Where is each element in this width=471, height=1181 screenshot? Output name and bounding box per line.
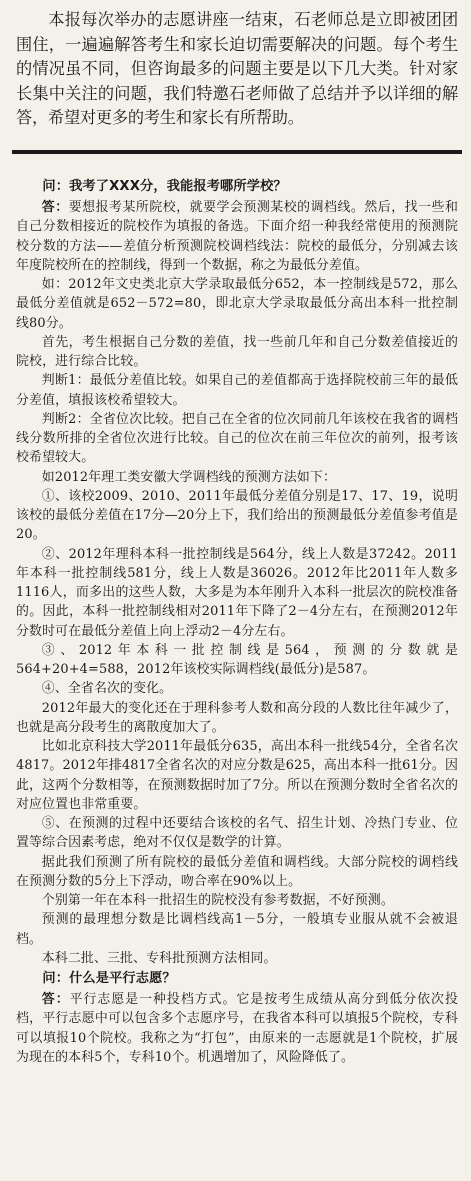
question-2: 问：什么是平行志愿？ — [42, 971, 176, 986]
paragraph: 如：2012年文史类北京大学录取最低分652，本一控制线是572，那么最低分差值就是652－572=80，即北京大学录取最低分高出本科一批控制线80分。 — [16, 277, 458, 331]
paragraph: 据此我们预测了所有院校的最低分差值和调档线。大部分院校的调档线在预测分数的5分上下浮动，吻合率在90%以上。 — [16, 854, 458, 889]
paragraph: 个别第一年在本科一批招生的院校没有参考数据，不好预测。 — [41, 893, 394, 908]
paragraph: 判断2：全省位次比较。把自己在全省的位次同前几年该校在我省的调档线分数所排的全省位次进行比较。自己的位次在前三年位次的前列，报考该校希望较大。 — [16, 411, 458, 466]
paragraph: 2012年最大的变化还在于理科参考人数和高分段的人数比往年减少了，也就是高分段考生的离散度加大了。 — [16, 700, 458, 735]
paragraph: 比如北京科技大学2011年最低分635，高出本科一批线54分，全省名次4817。2012年排4817全省名次的对应分数是625，高出本科一批61分。因此，这两个分数相等，在预测数据时加了7分。所以在预测分数时全省名次的对应位置也非常重要。 — [16, 739, 458, 812]
paragraph: ④、全省名次的变化。 — [41, 681, 173, 697]
intro-paragraph: 本报每次举办的志愿讲座一结束，石老师总是立即被团团围住，一遍遍解答考生和家长迫切需要解决的问题。每个考生的情况虽不同，但咨询最多的问题主要是以下几大类。针对家长集中关注的问题，我们特邀石老师做了总结并予以详细的解答，希望对更多的考生和家长有所帮助。 — [16, 10, 458, 128]
question-1: 问：我考了XXX分，我能报考哪所学校？ — [42, 179, 287, 194]
answer-2-text: 平行志愿是一种投档方式。它是按考生成绩从高分到低分依次投档，平行志愿中可以包含多个志愿序号，在我省本科可以填报5个院校，专科可以填报10个院校。我称之为“打包”，由原来的一志愿就是1个院校，扩展为现在的本科5个，专科10个。机遇增加了，风险降低了。 — [16, 992, 458, 1065]
paragraph: ⑤、在预测的过程中还要结合该校的名气、招生计划、冷热门专业、位置等综合因素考虑，绝对不仅仅是数学的计算。 — [16, 816, 458, 851]
answer-1 — [16, 198, 458, 275]
section-divider — [12, 150, 462, 154]
paragraph: ①、该校2009、2010、2011年最低分差值分别是17、17、19，说明该校的最低分差值在17分—20分上下，我们给出的预测最低分差值参考值是20。 — [16, 488, 458, 543]
paragraph: 预测的最理想分数是比调档线高1－5分，一般填专业服从就不会被退档。 — [16, 912, 458, 947]
paragraph: 判断1：最低分差值比较。如果自己的差值都高于选择院校前三年的最低分差值，填报该校希望较大。 — [16, 373, 458, 408]
qa-article — [16, 176, 458, 1172]
answer-2 — [16, 990, 458, 1067]
answer-1-text: 要想报考某所院校，就要学会预测某校的调档线。然后，找一些和自己分数相接近的院校作为填报的备选。下面介绍一种我经常使用的预测院校分数的方法——差值分析预测院校调档线法：院校的最低分，分别减去该年度院校所在的控制线，得到一个数据，称之为最低分差值。 — [16, 200, 458, 273]
paragraph: 首先，考生根据自己分数的差值，找一些前几年和自己分数差值接近的院校，进行综合比较。 — [16, 334, 458, 369]
paragraph: 如2012年理工类安徽大学调档线的预测方法如下： — [41, 469, 337, 485]
paragraph: ③、2012年本科一批控制线是564，预测的分数就是564+20+4=588，2012年该校实际调档线(最低分)是587。 — [16, 642, 458, 677]
paragraph: 本科二批、三批、专科批预测方法相同。 — [41, 950, 277, 966]
paragraph: ②、2012年理科本科一批控制线是564分，线上人数是37242。2011年本科一批控制线581分，线上人数是36026。2012年比2011年人数多1116人，而多出的这些人数，大多是为本年刚升入本科一批层次的院校准备的。因此，本科一批控制线相对2011年下降了2－4分左右，在预测2012年分数时可在最低分差值上向上浮动2－4分左右。 — [16, 546, 458, 639]
answer-label: 答： — [41, 992, 70, 1007]
answer-label: 答： — [41, 200, 69, 215]
